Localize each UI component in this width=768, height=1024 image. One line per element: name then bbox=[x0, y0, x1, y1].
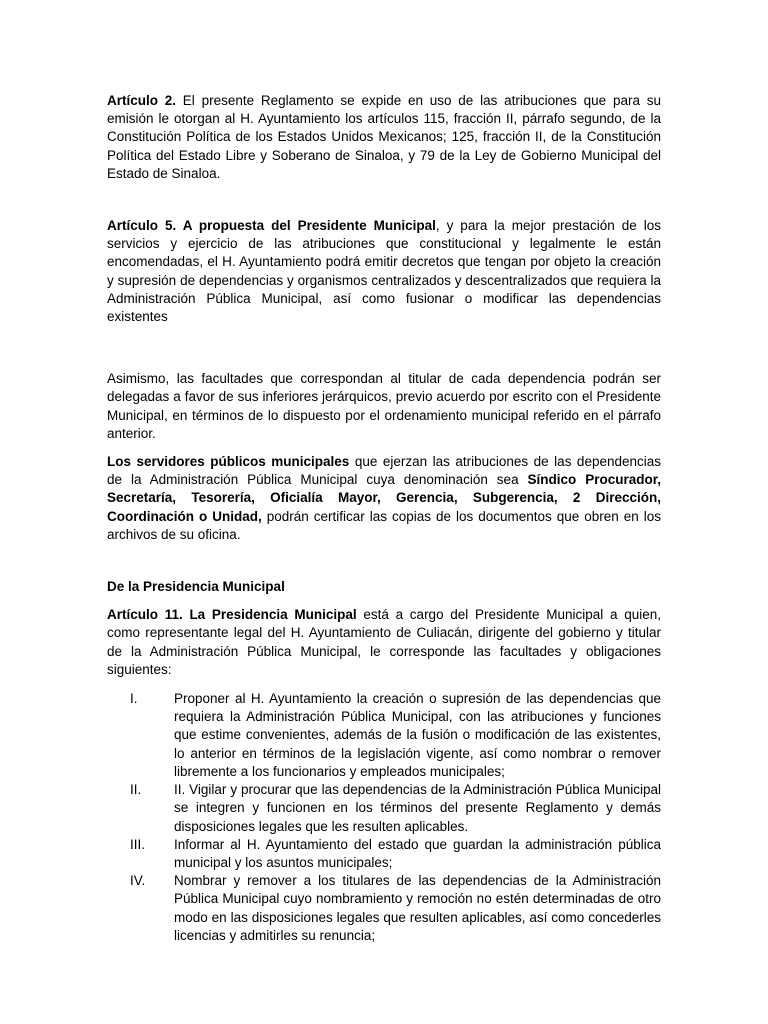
servidores-paragraph bbox=[107, 453, 661, 544]
list-item-number: IV. bbox=[130, 873, 146, 889]
article-11-label: Artículo 11. La Presidencia Municipal bbox=[107, 607, 357, 623]
servidores-text-2: podrán certificar las copias de los documentos que obren en los archivos de su oficina. bbox=[107, 508, 661, 542]
article-5-text: , y para la mejor prestación de los servicios y ejercicio de las atribuciones que constitucional y legalmente le están encomendadas, el H. Ayuntamiento podrá emitir decretos que tengan por objeto la creación y supresión de dependencias y organismos centralizados y descentralizados que requiera la Administración Pública Municipal, así como fusionar o modificar las dependencias existentes bbox=[107, 218, 661, 325]
list-item-number: III. bbox=[130, 836, 146, 852]
list-item bbox=[107, 836, 661, 872]
article-2-label: Artículo 2. bbox=[107, 93, 177, 108]
article-5-label: Artículo 5. A propuesta del Presidente Municipal bbox=[107, 218, 436, 234]
list-item bbox=[107, 872, 661, 945]
article-11-paragraph bbox=[107, 606, 661, 679]
article-2-paragraph bbox=[107, 92, 661, 183]
list-item-number: I. bbox=[130, 691, 138, 707]
article-11-list bbox=[107, 690, 661, 945]
servidores-text-1: que ejerzan las atribuciones de las dependencias de la Administración Pública Municipal cuya denominación sea bbox=[107, 454, 662, 488]
article-11-text: está a cargo del Presidente Municipal a quien, como representante legal del H. Ayuntamiento de Culiacán, dirigente del gobierno y titular de la Administración Pública Municipal, le corresponde las facultades y obligaciones siguientes: bbox=[107, 607, 661, 677]
servidores-label: Los servidores públicos municipales bbox=[107, 454, 350, 470]
list-item bbox=[107, 781, 661, 836]
asimismo-paragraph bbox=[107, 370, 661, 443]
section-heading: De la Presidencia Municipal bbox=[107, 579, 285, 595]
article-2-text: El presente Reglamento se expide en uso de las atribuciones que para su emisión le otorgan al H. Ayuntamiento los artículos 115, fracción II, párrafo segundo, de la Constitución Política de los Estados Unidos Mexicanos; 125, fracción II, de la Constitución Política del Estado Libre y Soberano de Sinaloa, y 79 de la Ley de Gobierno Municipal del Estado de Sinaloa. bbox=[107, 93, 661, 181]
list-item-text: Proponer al H. Ayuntamiento la creación o supresión de las dependencias que requiera la Administración Pública Municipal, con las atribuciones y funciones que estime convenientes, además de la fusión o modificación de las existentes, lo anterior en términos de la legislación vigente, así como nombrar o remover libremente a los funcionarios y empleados municipales; bbox=[174, 691, 661, 779]
list-item bbox=[107, 690, 661, 781]
article-5-paragraph bbox=[107, 217, 661, 326]
document-page bbox=[107, 92, 661, 945]
list-item-text: Informar al H. Ayuntamiento del estado que guardan la administración pública municipal y los asuntos municipales; bbox=[174, 836, 661, 870]
servidores-bold-list: Síndico Procurador, Secretaría, Tesorería, Oficialía Mayor, Gerencia, Subgerencia, 2 Dirección, Coordinación o Unidad, bbox=[107, 472, 662, 524]
asimismo-text: Asimismo, las facultades que correspondan al titular de cada dependencia podrán ser delegadas a favor de sus inferiores jerárquicos, previo acuerdo por escrito con el Presidente Municipal, en términos de lo dispuesto por el ordenamiento municipal referido en el párrafo anterior. bbox=[107, 371, 661, 441]
list-item-text: Nombrar y remover a los titulares de las dependencias de la Administración Pública Municipal cuyo nombramiento y remoción no estén determinadas de otro modo en las disposiciones legales que resulten aplicables, así como concederles licencias y admitirles su renuncia; bbox=[174, 873, 661, 943]
list-item-text: II. Vigilar y procurar que las dependencias de la Administración Pública Municipal se integren y funcionen en los términos del presente Reglamento y demás disposiciones legales que les resulten aplicables. bbox=[174, 782, 661, 834]
list-item-number: II. bbox=[130, 782, 142, 798]
